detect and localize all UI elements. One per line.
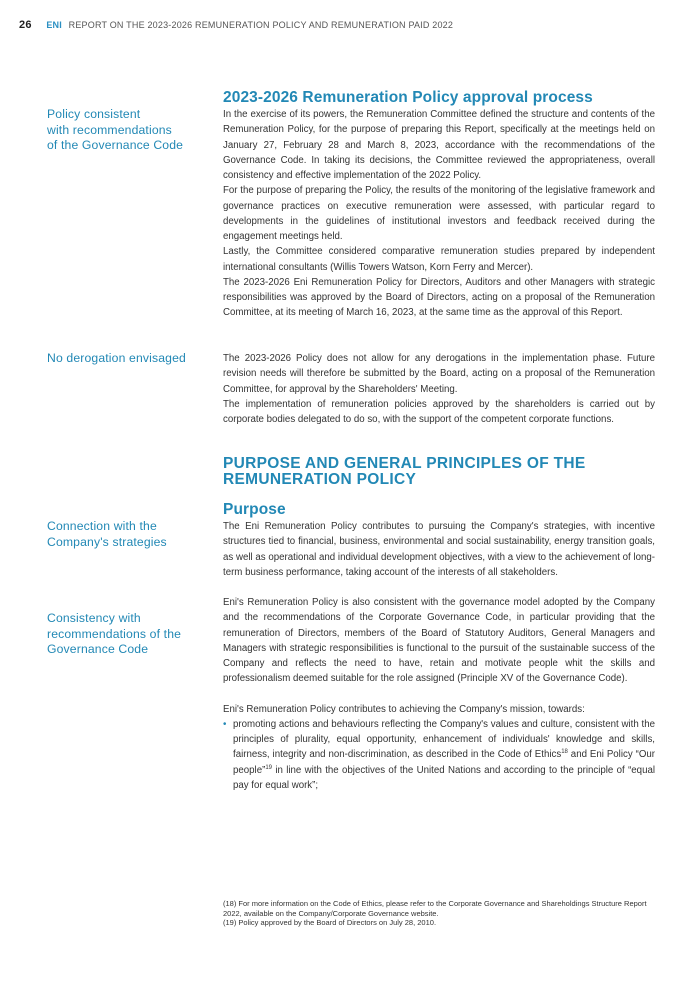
purpose-paragraph: The Eni Remuneration Policy contributes to pursuing the Company's strategies, with incentive structures tied to financial, business, environmental and social sustainability, energy transition goals, as well as operational and individual development objectives, with a view to the achievement of long-term business performance, taking account of the interests of all stakeholders. — [223, 521, 655, 578]
approval-paragraph: For the purpose of preparing the Policy, the results of the monitoring of the legislative framework and governance practices on executive remuneration were assessed, with particular regard to developments in the guidelines of institutional investors and feedback received during the engagement meetings held. — [223, 185, 655, 242]
approval-heading: 2023-2026 Remuneration Policy approval process — [223, 89, 593, 106]
list-item-text: in line with the objectives of the United Nations and according to the principle of “equal pay for equal work”; — [233, 764, 655, 791]
footnote-ref-18: 18 — [561, 749, 568, 756]
report-title: REPORT ON THE 2023-2026 REMUNERATION POLICY AND REMUNERATION PAID 2022 — [68, 20, 454, 30]
mission-list — [223, 717, 655, 793]
page-header — [19, 19, 453, 31]
approval-section — [223, 89, 655, 321]
list-item-text: and Eni Policy “Our people” — [233, 749, 655, 776]
footnotes — [223, 899, 655, 928]
footnote: (19) Policy approved by the Board of Directors on July 28, 2010. — [223, 918, 437, 927]
sidenote-connection — [47, 519, 197, 550]
derogation-section — [223, 351, 655, 427]
sidenote-line: recommendations of the — [47, 626, 182, 641]
section-heading-line: PURPOSE AND GENERAL PRINCIPLES OF THE — [223, 455, 586, 472]
sidenote-line: of the Governance Code — [47, 138, 184, 152]
page-number: 26 — [19, 19, 32, 31]
sidenote-consistency — [47, 611, 197, 658]
list-item — [223, 717, 655, 793]
purpose-paragraph: Eni's Remuneration Policy is also consistent with the governance model adopted by the Company and the recommendations of the Corporate Governance Code, in particular providing that the remuneration of Directors, members of the Board of Statutory Auditors, General Managers and Managers with strategic responsibilities is functional to the pursuit of the sustainable success of the Company and reflects the need to have, retain and motivate people whit the skills and professionalism deemed suitable for the role assigned (Principle XV of the Governance Code). — [223, 597, 655, 685]
sidenote-policy-consistent — [47, 107, 197, 154]
section-heading-line: REMUNERATION POLICY — [223, 470, 417, 488]
sidenote-line: with recommendations — [47, 122, 172, 137]
sidenote-line: Consistency with — [47, 611, 141, 625]
purpose-subheading: Purpose — [223, 501, 286, 518]
brand-label: ENI — [46, 20, 62, 30]
footnote: (18) For more information on the Code of Ethics, please refer to the Corporate Governance and Shareholdings Structure Report 2022, available on the Company/Corporate Governance website. — [223, 899, 647, 918]
sidenote-line: Policy consistent — [47, 107, 141, 121]
purpose-paragraph: Eni's Remuneration Policy contributes to achieving the Company's mission, towards: — [223, 703, 585, 715]
purpose-section — [223, 456, 655, 793]
sidenote-line: Connection with the — [47, 519, 157, 533]
list-item-text: promoting actions and behaviours reflecting the Company's values and culture, consistent with the principles of plurality, equal opportunity, enhancement of individuals' knowledge and skills, fairness, integrity and non-discrimination, as described in the Code of Ethics — [233, 718, 655, 761]
approval-paragraph: In the exercise of its powers, the Remuneration Committee defined the structure and contents of the Remuneration Policy, for the purpose of preparing this Report, specifically at the meetings held on January 27, February 28 and March 8, 2023, accordance with the recommendations of the Governance Code. In taking its decisions, the Committee reviewed the appropriateness, overall consistency and effective implementation of the 2022 Policy. — [223, 109, 655, 181]
derogation-paragraph: The implementation of remuneration policies approved by the shareholders is carried out by corporate bodies delegated to do so, with the support of the competent corporate functions. — [223, 398, 655, 425]
derogation-paragraph: The 2023-2026 Policy does not allow for any derogations in the implementation phase. Future revision needs will therefore be submitted by the Board, acting on a proposal of the Remuneration Committee, for approval by the Shareholders' Meeting. — [223, 353, 655, 395]
sidenote-line: Company's strategies — [47, 534, 167, 549]
sidenote-line: Governance Code — [47, 642, 149, 656]
footnote-ref-19: 19 — [265, 764, 273, 771]
bullet-icon: • — [223, 718, 227, 730]
sidenote-no-derogation — [47, 351, 197, 367]
approval-paragraph: The 2023-2026 Eni Remuneration Policy for Directors, Auditors and other Managers with strategic responsibilities was approved by the Board of Directors, acting on a proposal of the Remuneration Committee, at its meeting of March 16, 2023, at the same time as the approval of this Report. — [223, 276, 655, 319]
sidenote-line: No derogation envisaged — [47, 351, 186, 365]
approval-paragraph: Lastly, the Committee considered comparative remuneration studies prepared by independent international consultants (Willis Towers Watson, Korn Ferry and Mercer). — [223, 246, 655, 273]
